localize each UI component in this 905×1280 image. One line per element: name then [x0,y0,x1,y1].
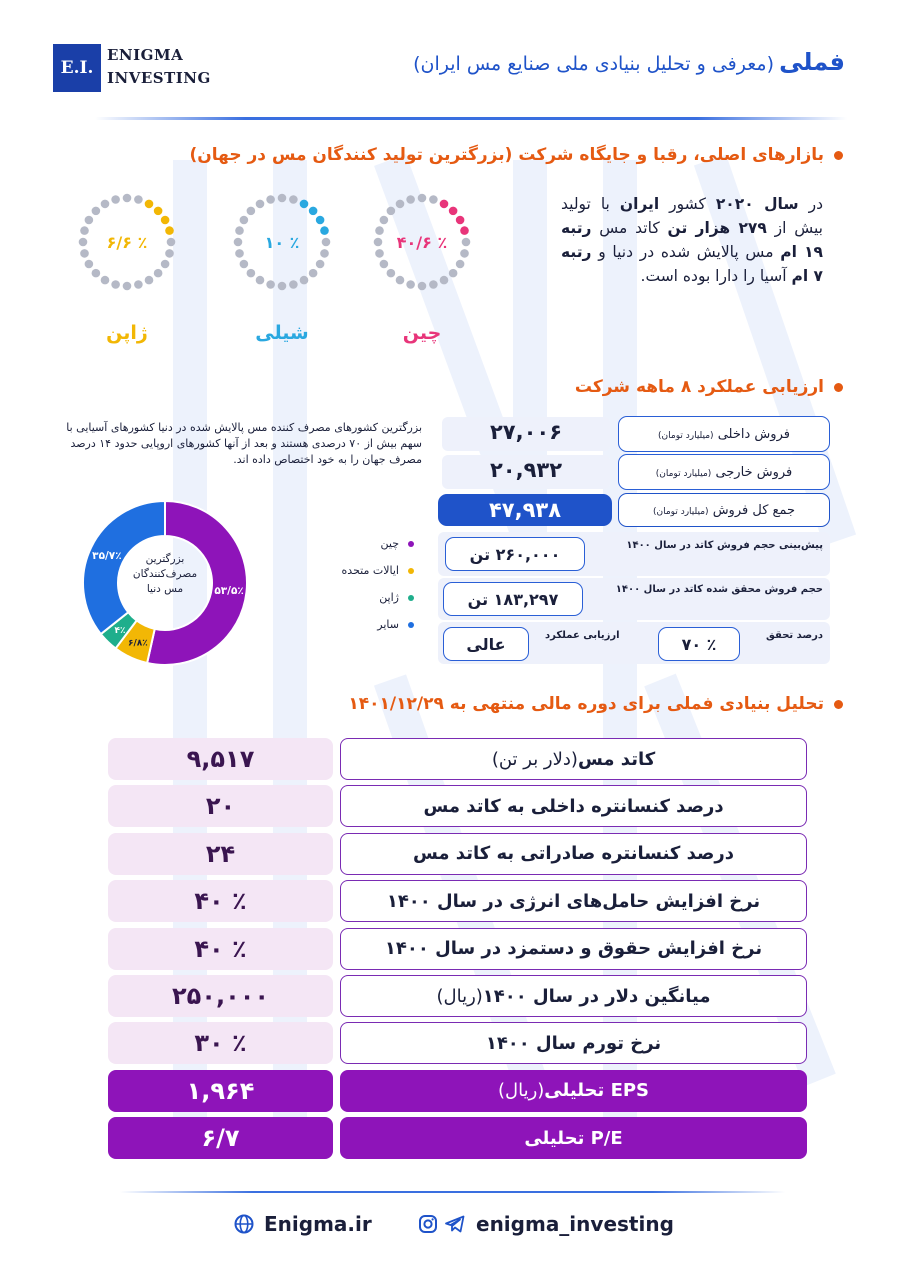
table-label-text: P/E تحلیلی [524,1127,623,1149]
foreign-sales-label: فروش خارجی (میلیارد تومان) [618,454,830,490]
table-label [340,928,807,970]
table-label-unit: (ریال) [436,985,483,1007]
legend-label: سایر [377,618,399,631]
table-label-unit: (دلار بر تن) [491,748,578,770]
consumers-description: بزرگترین کشورهای مصرف کننده مس پالایش شده در دنیا کشورهای آسیایی با سهم بیش از ۷۰ درصدی هستند و بعد از آنها کشورهای اروپایی حدود ۱۴ درصد مصرف جهان را به خود اختصاص داده اند. [66,421,422,466]
table-label [340,975,807,1017]
legend-item-3 [344,618,414,631]
donut-label-2: ۴٪ [114,626,126,637]
title-main: فملی [779,48,845,76]
table-label [340,1022,807,1064]
table-label [340,1117,807,1159]
legend-dot-icon [408,622,414,628]
globe-icon [234,1214,254,1234]
ring-country-1: شیلی [255,322,309,344]
footer-website[interactable] [234,1212,372,1236]
table-value: ۲۴ [108,833,333,875]
ring-value-2: ۶/۶ ٪ [106,233,148,252]
legend-item-1 [341,564,414,577]
section3-heading [348,694,843,714]
section1-heading-paren: (بزرگترین تولید کنندگان مس در جهان) [189,145,513,165]
table-value: ۶/۷ [108,1117,333,1159]
table-label-text: درصد کنسانتره داخلی به کاتد مس [423,795,724,817]
page-title [413,48,845,76]
intro-part: رتبه ۷ ام [561,243,823,285]
legend-item-0 [344,537,414,550]
table-value: ۹,۵۱۷ [108,738,333,780]
intro-part: ایران [619,195,660,213]
telegram-icon [444,1214,466,1234]
table-label-unit: (ریال) [497,1080,545,1102]
foreign-sales-value: ۲۰,۹۳۲ [489,458,563,482]
evaluation-value-box [443,627,529,661]
table-label-text: میانگین دلار در سال ۱۴۰۰ [482,985,711,1007]
table-label [340,785,807,827]
table-label-text: درصد کنسانتره صادراتی به کاتد مس [412,843,735,865]
ring-country-2: ژاپن [106,322,148,344]
realized-value: ۱۸۳,۲۹۷ تن [467,589,559,609]
instagram-icon [418,1214,438,1234]
table-label [340,833,807,875]
intro-part: کشور [659,195,716,213]
header-divider [95,117,847,120]
ring-value-0: ۴۰/۶ ٪ [396,233,448,252]
intro-part: در [798,195,823,213]
intro-part: کاتد مس [591,219,668,237]
donut-label-0: ۵۳/۵٪ [214,585,244,598]
forecast-value-box [445,537,585,571]
realized-label: حجم فروش محقق شده کاتد در سال ۱۴۰۰ [615,584,823,595]
table-label-text: نرخ تورم سال ۱۴۰۰ [485,1032,662,1054]
legend-label: چین [380,537,399,550]
table-label-text: کاتد مس [577,748,656,770]
domestic-sales-label: فروش داخلی (میلیارد تومان) [618,416,830,452]
intro-part: رتبه ۱۹ ام [561,219,823,261]
legend-label: ایالات متحده [341,564,399,577]
section1-heading-text: بازارهای اصلی، رقبا و جایگاه شرکت [518,145,824,165]
section3-heading-text: تحلیل بنیادی فملی برای دوره مالی منتهی به ۱۴۰۱/۱۲/۲۹ [348,694,824,714]
bullet-icon [834,383,843,392]
table-value: ۲۰ [108,785,333,827]
table-value: ۱,۹۶۴ [108,1070,333,1112]
evaluation-label: ارزیابی عملکرد [545,630,620,641]
table-value: ۳۰ ٪ [108,1022,333,1064]
table-label [340,1070,807,1112]
table-label-text: نرخ افزایش حامل‌های انرژی در سال ۱۴۰۰ [386,890,761,912]
logo-text-line2: INVESTING [107,69,211,87]
forecast-label: پیش‌بینی حجم فروش کاتد در سال ۱۴۰۰ [626,540,823,551]
table-label-text: EPS تحلیلی [544,1080,650,1102]
intro-part: مس پالایش شده در دنیا و [591,243,781,261]
table-value: ۲۵۰,۰۰۰ [108,975,333,1017]
donut-label-1: ۶/۸٪ [128,638,148,649]
total-sales-value-box [438,494,612,526]
realized-value-box [443,582,583,616]
legend-dot-icon [408,541,414,547]
title-sub: (معرفی و تحلیل بنیادی ملی صنایع مس ایران) [413,53,775,75]
website-text: Enigma.ir [264,1212,372,1236]
forecast-value: ۲۶۰,۰۰۰ تن [469,544,561,564]
intro-part: سال ۲۰۲۰ [715,195,799,213]
legend-item-2 [344,591,414,604]
legend-dot-icon [408,568,414,574]
table-label-text: نرخ افزایش حقوق و دستمزد در سال ۱۴۰۰ [384,938,763,960]
donut-center-label: بزرگترین مصرف‌کنندگان مس دنیا [132,553,198,595]
intro-part: ۲۷۹ هزار تن [667,219,767,237]
table-label [340,738,807,780]
achievement-value: ۷۰ ٪ [681,634,717,654]
intro-paragraph [561,192,823,288]
section1-heading [189,145,843,165]
bullet-icon [834,700,843,709]
social-text: enigma_investing [476,1212,674,1236]
section2-heading [575,377,843,397]
bullet-icon [834,151,843,160]
logo-text-line1: ENIGMA [107,46,184,64]
ring-country-0: چین [402,322,442,344]
intro-part: آسیا را دارا بوده است. [640,267,792,285]
legend-label: ژاپن [379,591,399,604]
ring-value-1: ۱۰ ٪ [264,233,300,252]
table-value: ۴۰ ٪ [108,880,333,922]
footer-divider [120,1191,785,1193]
domestic-sales-value: ۲۷,۰۰۶ [489,420,563,444]
evaluation-value: عالی [466,634,506,654]
achievement-value-box [658,627,740,661]
logo-mark: E.I. [53,44,101,92]
total-sales-label: جمع کل فروش (میلیارد تومان) [618,493,830,527]
legend-dot-icon [408,595,414,601]
footer-social[interactable] [418,1212,674,1236]
donut-label-3: ۳۵/۷٪ [92,549,122,562]
table-label [340,880,807,922]
section2-heading-text: ارزیابی عملکرد ۸ ماهه شرکت [574,377,824,397]
total-sales-value: ۴۷,۹۳۸ [488,498,562,522]
achievement-label: درصد تحقق [766,630,823,641]
intro-part: با تولید بیش از [561,195,823,237]
table-value: ۴۰ ٪ [108,928,333,970]
